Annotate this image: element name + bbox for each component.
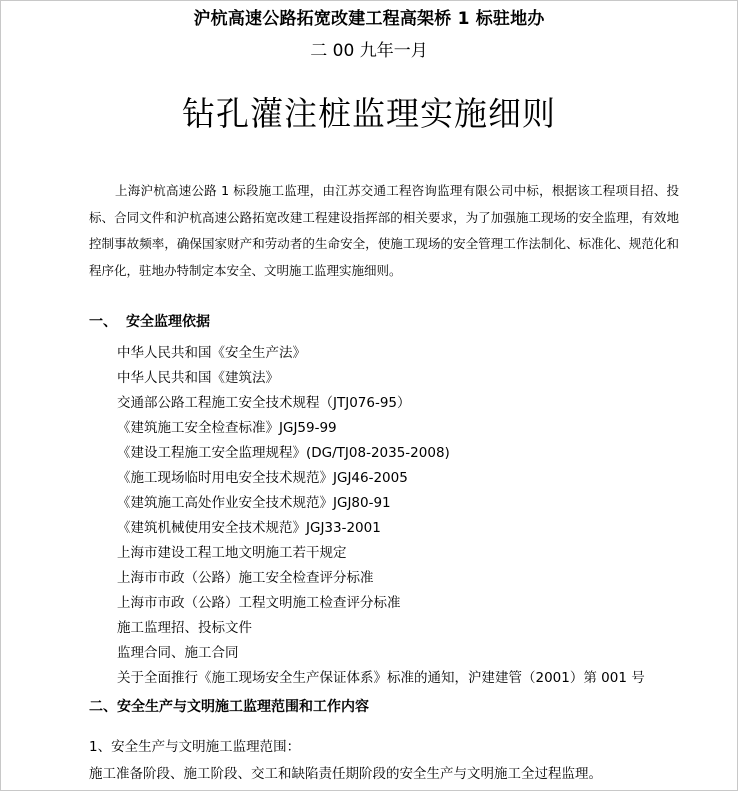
section-heading-scope: 二、安全生产与文明施工监理范围和工作内容 [89, 699, 369, 715]
scope-paragraph: 施工准备阶段、施工阶段、交工和缺陷责任期阶段的安全生产与文明施工全过程监理。 [89, 766, 602, 782]
list-item: 中华人民共和国《安全生产法》 [117, 345, 306, 361]
list-item: 上海市建设工程工地文明施工若干规定 [117, 545, 347, 561]
document-date: 二 00 九年一月 [310, 41, 428, 61]
list-item: 监理合同、施工合同 [117, 645, 239, 661]
section-title: 安全监理依据 [126, 314, 210, 330]
list-item: 《建筑施工安全检查标准》JGJ59-99 [117, 420, 337, 436]
org-title: 沪杭高速公路拓宽改建工程高架桥 1 标驻地办 [193, 9, 545, 29]
list-item: 《建筑施工高处作业安全技术规范》JGJ80-91 [117, 495, 391, 511]
section-number: 一、 [89, 314, 117, 330]
intro-paragraph: 上海沪杭高速公路 1 标段施工监理，由江苏交通工程咨询监理有限公司中标，根据该工程项目招、投标、合同文件和沪杭高速公路拓宽改建工程建设指挥部的相关要求，为了加强施工现场的安全监理，有效地控制事故频率，确保国家财产和劳动者的生命安全，使施工现场的安全管理工作法制化、标准化、规范化和程序化，驻地办特制定本安全、文明施工监理实施细则。 [89, 183, 679, 278]
list-item: 上海市市政（公路）施工安全检查评分标准 [117, 570, 374, 586]
list-item: 《建设工程施工安全监理规程》(DG/TJ08-2035-2008) [117, 445, 450, 461]
list-item: 《施工现场临时用电安全技术规范》JGJ46-2005 [117, 470, 408, 486]
list-item: 施工监理招、投标文件 [117, 620, 252, 636]
subsection-heading: 1、安全生产与文明施工监理范围： [89, 739, 301, 755]
regulation-list [117, 341, 645, 691]
list-item: 《建筑机械使用安全技术规范》JGJ33-2001 [117, 520, 381, 536]
section-heading-safety-basis [89, 312, 210, 332]
list-item: 上海市市政（公路）工程文明施工检查评分标准 [117, 595, 401, 611]
list-item: 中华人民共和国《建筑法》 [117, 370, 279, 386]
list-item: 关于全面推行《施工现场安全生产保证体系》标准的通知，沪建建管（2001）第 001 号 [117, 670, 645, 686]
list-item: 交通部公路工程施工安全技术规程（JTJ076-95） [117, 395, 411, 411]
document-title: 钻孔灌注桩监理实施细则 [182, 94, 556, 133]
